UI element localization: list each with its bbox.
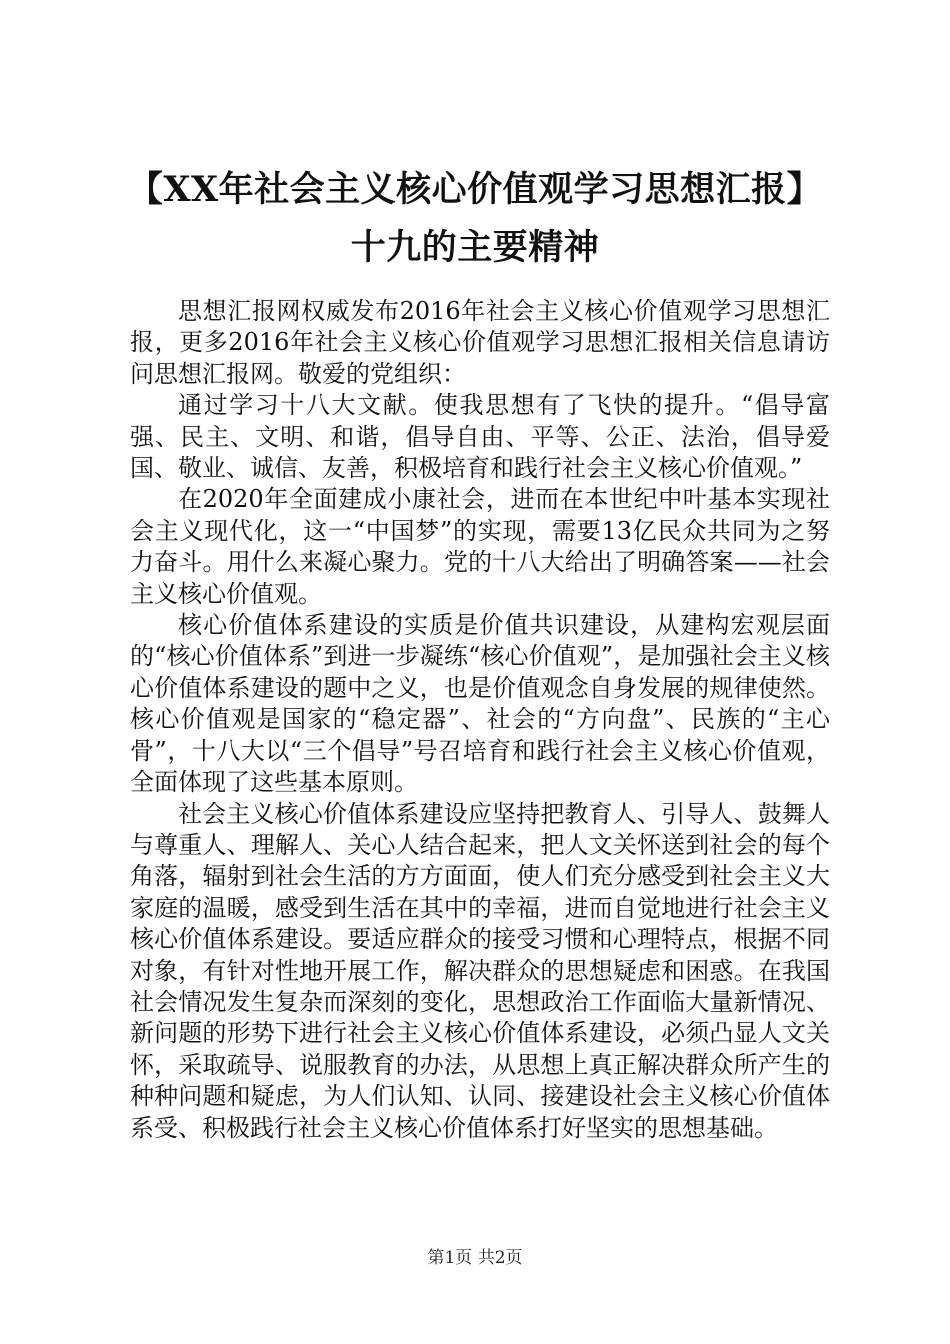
page-footer: 第1页 共2页 (427, 1248, 523, 1268)
paragraph: 思想汇报网权威发布2016年社会主义核心价值观学习思想汇报，更多2016年社会主义核心价值观学习思想汇报相关信息请访问思想汇报网。敬爱的党组织： (130, 297, 830, 388)
paragraph: 通过学习十八大文献。使我思想有了飞快的提升。“倡导富强、民主、文明、和谐，倡导自由、平等、公正、法治，倡导爱国、敬业、诚信、友善，积极培育和践行社会主义核心价值观。” (130, 391, 830, 483)
document-title-line-1: 【XX年社会主义核心价值观学习思想汇报】 (127, 169, 823, 210)
paragraph: 社会主义核心价值体系建设应坚持把教育人、引导人、鼓舞人与尊重人、理解人、关心人结合起来，把人文关怀送到社会的每个角落，辐射到社会生活的方方面面，使人们充分感受到社会主义大家庭的温暖，感受到生活在其中的幸福，进而自觉地进行社会主义核心价值体系建设。要适应群众的接受习惯和心理特点，根据不同对象，有针对性地开展工作，解决群众的思想疑虑和困惑。在我国社会情况发生复杂而深刻的变化，思想政治工作面临大量新情况、新问题的形势下进行社会主义核心价值体系建设，必须凸显人文关怀，采取疏导、说服教育的办法，从思想上真正解决群众所产生的种种问题和疑虑，为人们认知、认同、接建设社会主义核心价值体系受、积极践行社会主义核心价值体系打好坚实的思想基础。 (130, 799, 830, 1142)
document-title-line-2: 十九的主要精神 (350, 227, 600, 268)
paragraph: 在2020年全面建成小康社会，进而在本世纪中叶基本实现社会主义现代化，这一“中国梦”的实现，需要13亿民众共同为之努力奋斗。用什么来凝心聚力。党的十八大给出了明确答案——社会主义核心价值观。 (130, 485, 830, 608)
document-body (130, 296, 830, 1144)
paragraph: 核心价值体系建设的实质是价值共识建设，从建构宏观层面的“核心价值体系”到进一步凝练“核心价值观”，是加强社会主义核心价值体系建设的题中之义，也是价值观念自身发展的规律使然。核心价值观是国家的“稳定器”、社会的“方向盘”、民族的“主心骨”，十八大以“三个倡导”号召培育和践行社会主义核心价值观，全面体现了这些基本原则。 (130, 611, 830, 797)
